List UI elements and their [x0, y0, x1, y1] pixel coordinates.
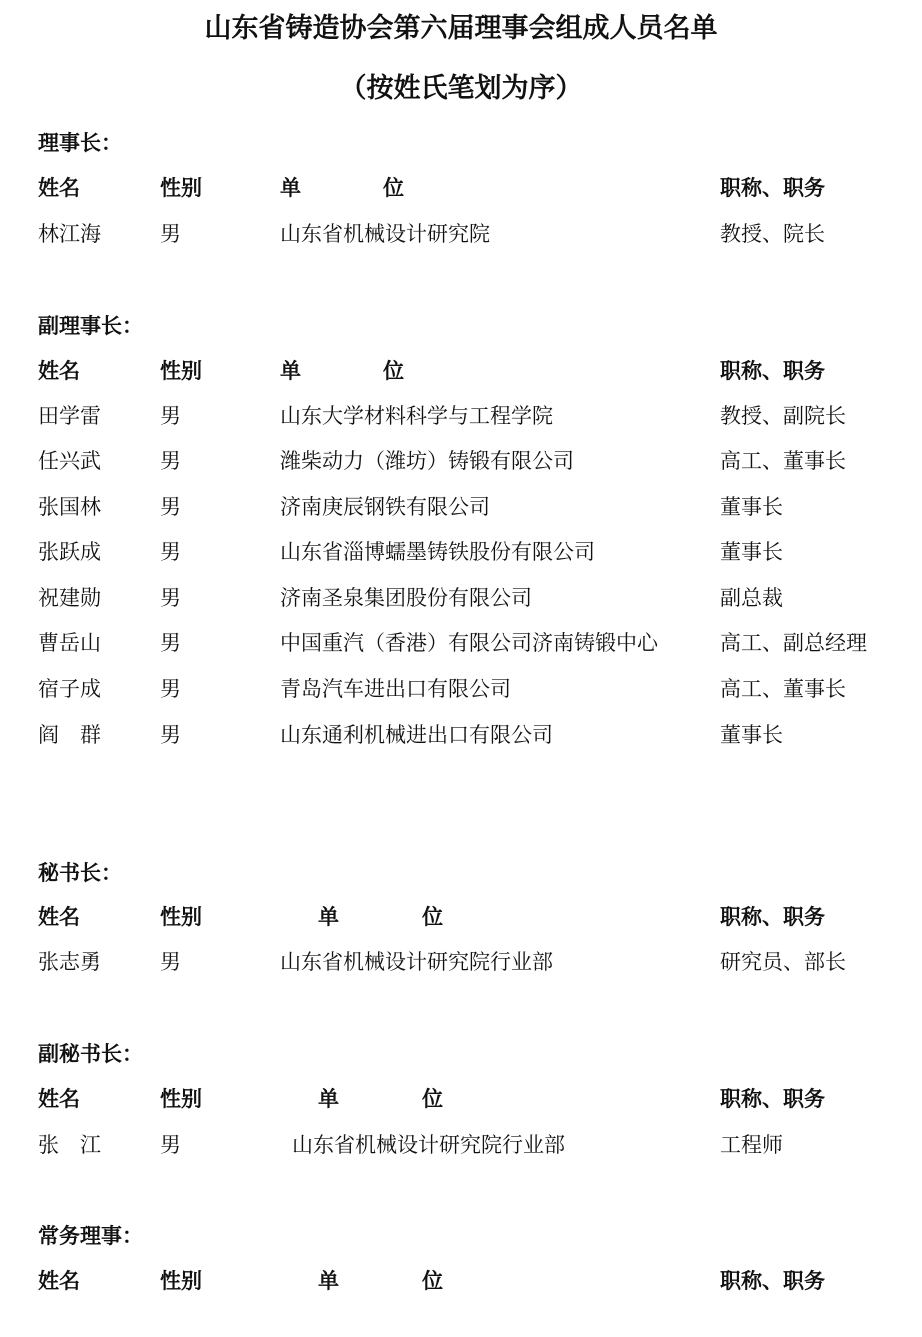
- header-name: 姓名: [38, 904, 80, 929]
- header-unit-first: 单: [280, 175, 301, 200]
- header-unit-first: 单: [318, 1086, 339, 1111]
- document-subtitle: （按姓氏笔划为序）: [339, 73, 583, 104]
- table-row: [0, 492, 922, 522]
- row-unit: 山东大学材料科学与工程学院: [280, 404, 553, 428]
- row-unit: 山东省机械设计研究院: [280, 222, 490, 246]
- header-unit-first: 单: [318, 904, 339, 929]
- row-title: 高工、董事长: [720, 677, 846, 701]
- row-gender: 男: [160, 950, 181, 974]
- header-unit-second: 位: [422, 1086, 443, 1111]
- row-name: 宿子成: [38, 677, 101, 701]
- header-name: 姓名: [38, 358, 80, 383]
- row-title: 高工、董事长: [720, 449, 846, 473]
- header-title: 职称、职务: [720, 1268, 825, 1293]
- row-gender: 男: [160, 677, 181, 701]
- header-gender: 性别: [160, 358, 202, 383]
- row-title: 工程师: [720, 1133, 783, 1157]
- table-header-row: [0, 173, 922, 203]
- table-row: [0, 537, 922, 567]
- row-unit: 青岛汽车进出口有限公司: [280, 677, 511, 701]
- row-gender: 男: [160, 723, 181, 747]
- section-label-deputy-secretary-general: 副秘书长：: [38, 1041, 143, 1066]
- table-row: [0, 219, 922, 249]
- row-name: 张国林: [38, 495, 101, 519]
- row-unit: 山东省机械设计研究院行业部: [280, 950, 553, 974]
- row-name: 张跃成: [38, 540, 101, 564]
- row-gender: 男: [160, 449, 181, 473]
- table-row: [0, 446, 922, 476]
- header-title: 职称、职务: [720, 1086, 825, 1111]
- row-unit: 山东省淄博蠕墨铸铁股份有限公司: [280, 540, 595, 564]
- table-row: [0, 401, 922, 431]
- header-gender: 性别: [160, 1268, 202, 1293]
- row-name: 任兴武: [38, 449, 101, 473]
- row-title: 教授、院长: [720, 222, 825, 246]
- table-row: [0, 583, 922, 613]
- header-name: 姓名: [38, 1268, 80, 1293]
- section-label-chairman: 理事长：: [38, 130, 122, 155]
- row-unit: 山东通利机械进出口有限公司: [280, 723, 553, 747]
- header-gender: 性别: [160, 1086, 202, 1111]
- row-gender: 男: [160, 586, 181, 610]
- header-gender: 性别: [160, 175, 202, 200]
- row-gender: 男: [160, 222, 181, 246]
- row-name: 田学雷: [38, 404, 101, 428]
- header-name: 姓名: [38, 175, 80, 200]
- header-title: 职称、职务: [720, 358, 825, 383]
- row-title: 研究员、部长: [720, 950, 846, 974]
- header-title: 职称、职务: [720, 904, 825, 929]
- row-unit: 山东省机械设计研究院行业部: [292, 1133, 565, 1157]
- section-label-vice-chairman: 副理事长：: [38, 313, 143, 338]
- row-title: 副总裁: [720, 586, 783, 610]
- row-gender: 男: [160, 1133, 181, 1157]
- row-name: 祝建勋: [38, 586, 101, 610]
- header-unit-first: 单: [280, 358, 301, 383]
- row-name: 曹岳山: [38, 631, 101, 655]
- row-title: 高工、副总经理: [720, 631, 867, 655]
- header-unit-second: 位: [422, 1268, 443, 1293]
- row-unit: 济南圣泉集团股份有限公司: [280, 586, 532, 610]
- header-name: 姓名: [38, 1086, 80, 1111]
- row-gender: 男: [160, 631, 181, 655]
- row-gender: 男: [160, 540, 181, 564]
- table-row: [0, 720, 922, 750]
- table-header-row: [0, 1084, 922, 1114]
- table-header-row: [0, 902, 922, 932]
- row-title: 董事长: [720, 495, 783, 519]
- header-gender: 性别: [160, 904, 202, 929]
- row-gender: 男: [160, 495, 181, 519]
- document-title: 山东省铸造协会第六届理事会组成人员名单: [204, 13, 718, 44]
- row-unit: 潍柴动力（潍坊）铸锻有限公司: [280, 449, 574, 473]
- table-row: [0, 1130, 922, 1160]
- table-row: [0, 674, 922, 704]
- row-title: 董事长: [720, 540, 783, 564]
- header-unit-second: 位: [383, 175, 404, 200]
- row-name: 张 江: [38, 1133, 101, 1157]
- header-unit-second: 位: [422, 904, 443, 929]
- header-unit-first: 单: [318, 1268, 339, 1293]
- row-name: 林江海: [38, 222, 101, 246]
- section-label-standing-director: 常务理事：: [38, 1223, 143, 1248]
- table-header-row: [0, 356, 922, 386]
- table-header-row: [0, 1266, 922, 1296]
- row-name: 阎 群: [38, 723, 101, 747]
- table-row: [0, 628, 922, 658]
- section-label-secretary-general: 秘书长：: [38, 860, 122, 885]
- header-unit-second: 位: [383, 358, 404, 383]
- row-title: 董事长: [720, 723, 783, 747]
- row-title: 教授、副院长: [720, 404, 846, 428]
- header-title: 职称、职务: [720, 175, 825, 200]
- row-name: 张志勇: [38, 950, 101, 974]
- row-gender: 男: [160, 404, 181, 428]
- table-row: [0, 947, 922, 977]
- row-unit: 济南庚辰钢铁有限公司: [280, 495, 490, 519]
- row-unit: 中国重汽（香港）有限公司济南铸锻中心: [280, 631, 658, 655]
